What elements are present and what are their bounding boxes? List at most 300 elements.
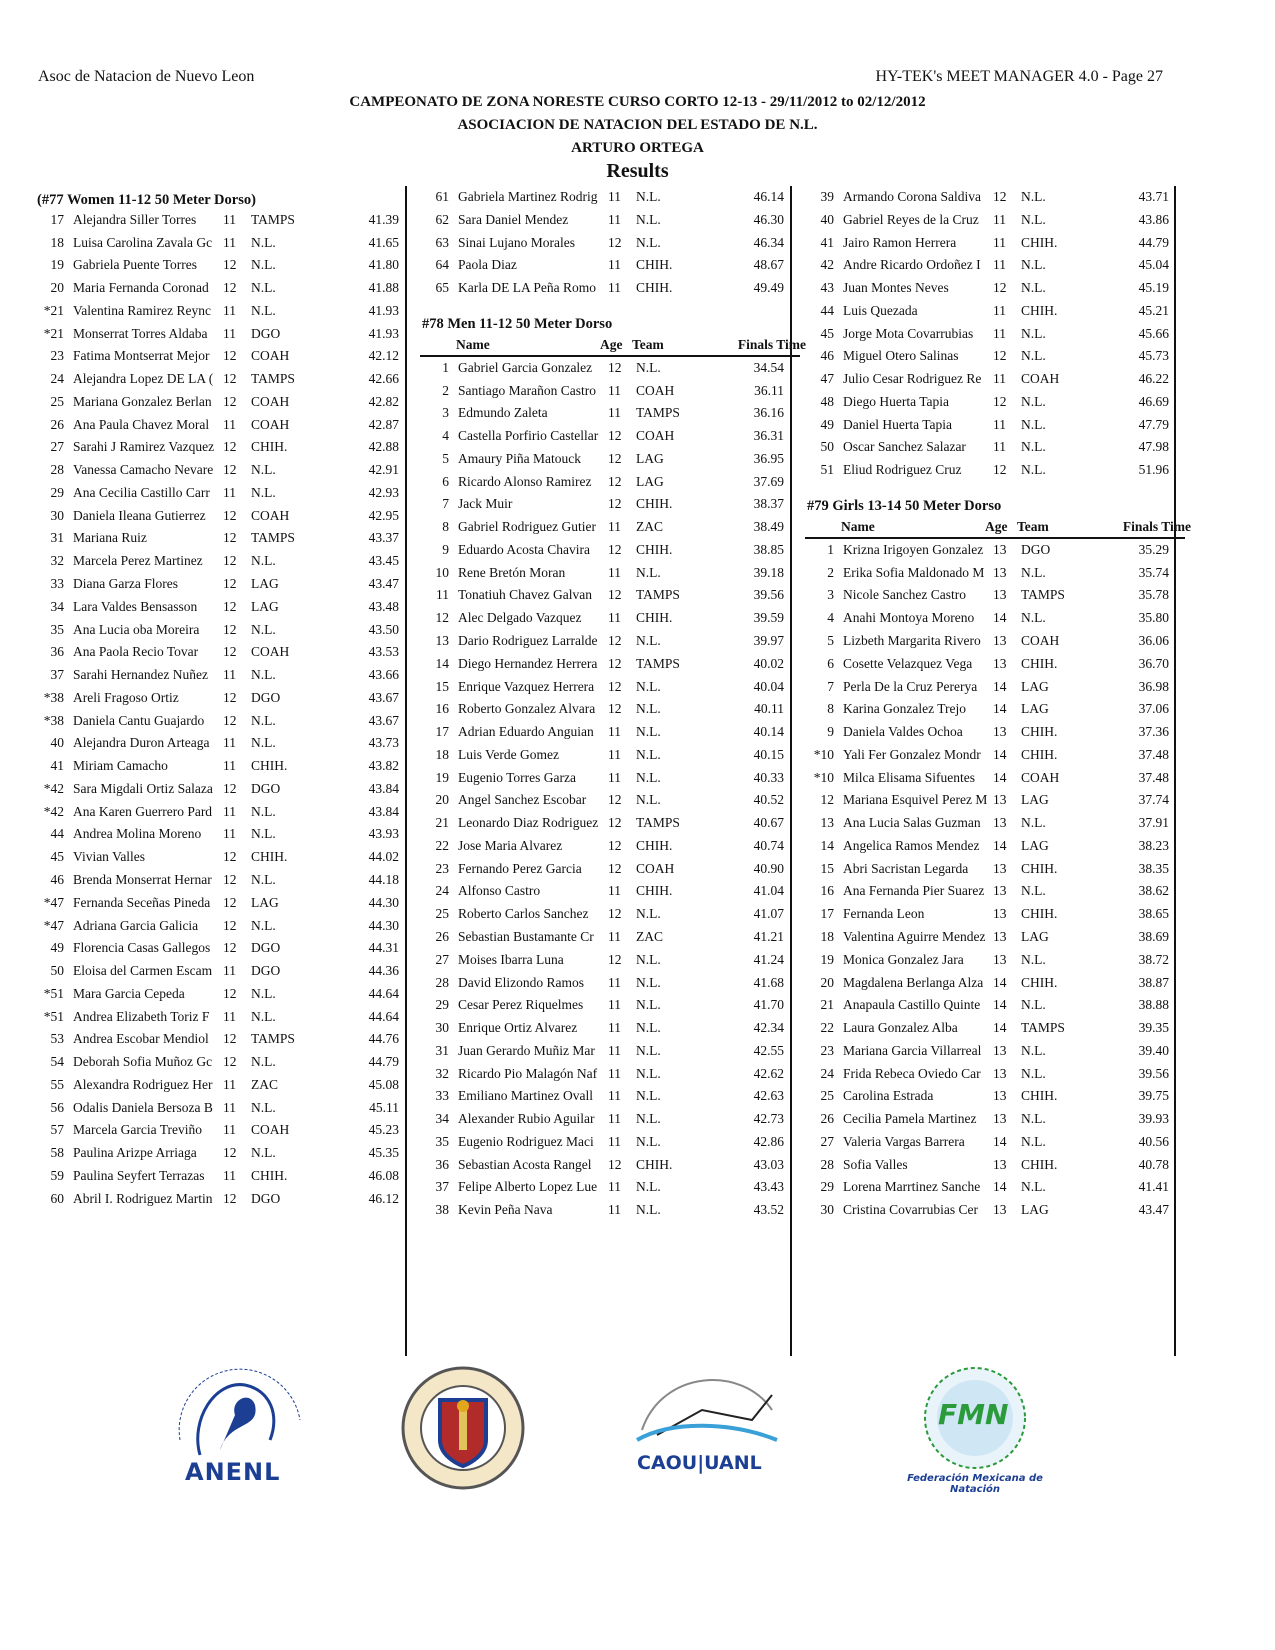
finals-time: 43.45 bbox=[368, 553, 399, 569]
place: 41 bbox=[50, 758, 64, 774]
age: 12 bbox=[223, 689, 237, 705]
result-row bbox=[37, 732, 407, 755]
swimmer-name: Juan Gerardo Muñiz Mar bbox=[458, 1042, 595, 1058]
result-row bbox=[37, 937, 407, 960]
finals-time: 43.84 bbox=[368, 803, 399, 819]
age: 12 bbox=[223, 507, 237, 523]
finals-time: 36.70 bbox=[1138, 655, 1169, 671]
swimmer-name: Anapaula Castillo Quinte bbox=[843, 997, 981, 1013]
swimmer-name: Ana Cecilia Castillo Carr bbox=[73, 484, 210, 500]
finals-time: 45.73 bbox=[1138, 348, 1169, 364]
team: TAMPS bbox=[636, 815, 680, 831]
team: N.L. bbox=[251, 621, 276, 637]
age: 11 bbox=[993, 257, 1006, 273]
age: 14 bbox=[993, 610, 1007, 626]
age: 12 bbox=[223, 348, 237, 364]
swimmer-name: Karla DE LA Peña Romo bbox=[458, 280, 596, 296]
place: 50 bbox=[820, 439, 834, 455]
result-row bbox=[37, 459, 407, 482]
finals-time: 39.18 bbox=[753, 564, 784, 580]
place: *42 bbox=[43, 780, 64, 796]
result-row bbox=[807, 368, 1177, 391]
result-row bbox=[422, 1017, 792, 1040]
age: 12 bbox=[223, 1190, 237, 1206]
swimmer-name: Luis Quezada bbox=[843, 302, 918, 318]
finals-time: 38.69 bbox=[1138, 928, 1169, 944]
place: 30 bbox=[820, 1202, 834, 1218]
result-row bbox=[37, 892, 407, 915]
finals-time: 41.88 bbox=[368, 280, 399, 296]
team: CHIH. bbox=[251, 1167, 288, 1183]
finals-time: 40.74 bbox=[753, 837, 784, 853]
team: COAH bbox=[251, 348, 290, 364]
place: 36 bbox=[435, 1156, 449, 1172]
place: 40 bbox=[820, 211, 834, 227]
result-row bbox=[807, 254, 1177, 277]
age: 12 bbox=[223, 1054, 237, 1070]
finals-time: 39.56 bbox=[1138, 1065, 1169, 1081]
place: 3 bbox=[827, 587, 834, 603]
team: N.L. bbox=[1021, 189, 1046, 204]
swimmer-name: Cesar Perez Riquelmes bbox=[458, 997, 584, 1013]
team: LAG bbox=[1021, 1202, 1049, 1218]
swimmer-name: Eduardo Acosta Chavira bbox=[458, 541, 590, 557]
swimmer-name: Dario Rodriguez Larralde bbox=[458, 633, 598, 649]
age: 11 bbox=[223, 1008, 236, 1024]
team: CHIH. bbox=[1021, 234, 1058, 250]
place: 10 bbox=[435, 564, 449, 580]
place: 39 bbox=[820, 189, 834, 204]
team: N.L. bbox=[251, 484, 276, 500]
place: 45 bbox=[820, 325, 834, 341]
result-row bbox=[422, 584, 792, 607]
finals-time: 40.15 bbox=[753, 746, 784, 762]
team: N.L. bbox=[636, 1042, 661, 1058]
team: CHIH. bbox=[636, 610, 673, 626]
result-row bbox=[807, 414, 1177, 437]
swimmer-name: Gabriel Garcia Gonzalez bbox=[458, 359, 593, 375]
finals-time: 36.16 bbox=[753, 405, 784, 421]
finals-time: 39.40 bbox=[1138, 1042, 1169, 1058]
result-row bbox=[37, 664, 407, 687]
result-row bbox=[807, 903, 1177, 926]
age: 11 bbox=[608, 1065, 621, 1081]
swimmer-name: Oscar Sanchez Salazar bbox=[843, 439, 966, 455]
age: 13 bbox=[993, 655, 1007, 671]
place: 31 bbox=[435, 1042, 449, 1058]
age: 11 bbox=[223, 484, 236, 500]
swimmer-name: Tonatiuh Chavez Galvan bbox=[458, 587, 593, 603]
swimmer-name: Odalis Daniela Bersoza B bbox=[73, 1099, 213, 1115]
uanl-seal bbox=[398, 1360, 528, 1500]
swimmer-name: Alexander Rubio Aguilar bbox=[458, 1111, 595, 1127]
finals-time: 41.39 bbox=[368, 211, 399, 227]
swimmer-name: Monica Gonzalez Jara bbox=[843, 951, 964, 967]
team: N.L. bbox=[251, 462, 276, 478]
swimmer-name: Paulina Seyfert Terrazas bbox=[73, 1167, 205, 1183]
place: 12 bbox=[435, 610, 449, 626]
swimmer-name: Abril I. Rodriguez Martin bbox=[73, 1190, 213, 1206]
finals-time: 44.79 bbox=[1138, 234, 1169, 250]
swimmer-name: Eliud Rodriguez Cruz bbox=[843, 462, 962, 478]
result-row bbox=[422, 493, 792, 516]
team: CHIH. bbox=[1021, 724, 1058, 740]
age: 11 bbox=[993, 234, 1006, 250]
swimmer-name: Fatima Montserrat Mejor bbox=[73, 348, 210, 364]
finals-time: 41.93 bbox=[368, 302, 399, 318]
swimmer-name: Mariana Gonzalez Berlan bbox=[73, 393, 212, 409]
swimmer-name: Jorge Mota Covarrubias bbox=[843, 325, 974, 341]
swimmer-name: Gabriel Reyes de la Cruz bbox=[843, 211, 979, 227]
event-title-text: #79 Girls 13-14 50 Meter Dorso bbox=[807, 497, 1002, 514]
venue-title: ARTURO ORTEGA bbox=[571, 140, 704, 156]
result-row bbox=[37, 1028, 407, 1051]
finals-time: 46.08 bbox=[368, 1167, 399, 1183]
team: N.L. bbox=[251, 712, 276, 728]
team: N.L. bbox=[251, 871, 276, 887]
result-row bbox=[37, 1074, 407, 1097]
finals-time: 35.29 bbox=[1138, 541, 1169, 557]
place: 30 bbox=[435, 1020, 449, 1036]
place: 53 bbox=[50, 1031, 64, 1047]
finals-time: 41.68 bbox=[753, 974, 784, 990]
team: N.L. bbox=[1021, 393, 1046, 409]
age: 12 bbox=[608, 701, 622, 717]
age: 12 bbox=[223, 917, 237, 933]
swimmer-name: Andrea Molina Moreno bbox=[73, 826, 202, 842]
place: 41 bbox=[820, 234, 834, 250]
team: N.L. bbox=[1021, 280, 1046, 296]
team: COAH bbox=[251, 1122, 290, 1138]
age: 11 bbox=[608, 1088, 621, 1104]
place: *21 bbox=[43, 325, 64, 341]
age: 12 bbox=[223, 621, 237, 637]
result-row bbox=[807, 1131, 1177, 1154]
place: 48 bbox=[820, 393, 834, 409]
team: LAG bbox=[251, 598, 279, 614]
result-row bbox=[807, 209, 1177, 232]
swimmer-name: Sara Daniel Mendez bbox=[458, 211, 569, 227]
finals-time: 46.22 bbox=[1138, 371, 1169, 387]
swimmer-name: Andrea Elizabeth Toriz F bbox=[73, 1008, 210, 1024]
team: ZAC bbox=[636, 928, 663, 944]
age: 12 bbox=[223, 871, 237, 887]
age: 12 bbox=[223, 371, 237, 387]
age: 12 bbox=[993, 280, 1007, 296]
swimmer-name: Angelica Ramos Mendez bbox=[843, 837, 980, 853]
swimmer-name: Andrea Escobar Mendiol bbox=[73, 1031, 209, 1047]
anenl-logo-text: ANENL bbox=[185, 1458, 281, 1486]
age: 11 bbox=[608, 1179, 621, 1195]
place: 13 bbox=[435, 633, 449, 649]
place: 5 bbox=[442, 450, 449, 466]
result-row bbox=[807, 653, 1177, 676]
place: 9 bbox=[442, 541, 449, 557]
age: 12 bbox=[223, 393, 237, 409]
result-row bbox=[807, 345, 1177, 368]
age: 12 bbox=[608, 428, 622, 444]
organization-name: Asoc de Natacion de Nuevo Leon bbox=[38, 68, 255, 85]
age: 11 bbox=[223, 1122, 236, 1138]
team: N.L. bbox=[1021, 610, 1046, 626]
result-row bbox=[807, 1063, 1177, 1086]
swimmer-name: Diana Garza Flores bbox=[73, 576, 178, 592]
event-title-text: #78 Men 11-12 50 Meter Dorso bbox=[422, 315, 613, 332]
team: CHIH. bbox=[1021, 974, 1058, 990]
place: 2 bbox=[442, 382, 449, 398]
team: CHIH. bbox=[636, 1156, 673, 1172]
team: CHIH. bbox=[636, 883, 673, 899]
place: 33 bbox=[435, 1088, 449, 1104]
swimmer-name: Perla De la Cruz Pererya bbox=[843, 678, 978, 694]
swimmer-name: Ana Lucia Salas Guzman bbox=[843, 815, 981, 831]
team: CHIH. bbox=[1021, 302, 1058, 318]
result-row bbox=[37, 254, 407, 277]
caou-uanl-logo bbox=[632, 1360, 782, 1500]
result-row bbox=[37, 755, 407, 778]
result-row bbox=[807, 1040, 1177, 1063]
finals-time: 40.56 bbox=[1138, 1133, 1169, 1149]
place: 23 bbox=[435, 860, 449, 876]
swimmer-name: Roberto Gonzalez Alvara bbox=[458, 701, 596, 717]
result-row bbox=[37, 801, 407, 824]
place: 61 bbox=[435, 189, 449, 204]
column-headers bbox=[420, 333, 806, 357]
age: 12 bbox=[608, 359, 622, 375]
age: 14 bbox=[993, 997, 1007, 1013]
place: 16 bbox=[820, 883, 834, 899]
swimmer-name: Amaury Piña Matouck bbox=[458, 450, 581, 466]
age: 12 bbox=[608, 837, 622, 853]
team: N.L. bbox=[636, 951, 661, 967]
swimmer-name: Miriam Camacho bbox=[73, 758, 168, 774]
finals-time: 42.55 bbox=[753, 1042, 784, 1058]
result-row bbox=[807, 994, 1177, 1017]
team: CHIH. bbox=[251, 849, 288, 865]
team: CHIH. bbox=[1021, 746, 1058, 762]
result-row bbox=[422, 789, 792, 812]
team: N.L. bbox=[636, 1088, 661, 1104]
finals-time: 40.67 bbox=[753, 815, 784, 831]
place: 24 bbox=[435, 883, 449, 899]
place: 36 bbox=[50, 644, 64, 660]
swimmer-name: Adrian Eduardo Anguian bbox=[458, 724, 594, 740]
swimmer-name: Valeria Vargas Barrera bbox=[843, 1133, 965, 1149]
team: TAMPS bbox=[636, 655, 680, 671]
swimmer-name: David Elizondo Ramos bbox=[458, 974, 584, 990]
age: 11 bbox=[223, 1099, 236, 1115]
result-row bbox=[422, 1154, 792, 1177]
team: N.L. bbox=[636, 1133, 661, 1149]
result-row bbox=[422, 835, 792, 858]
swimmer-name: Angel Sanchez Escobar bbox=[458, 792, 587, 808]
result-row bbox=[37, 323, 407, 346]
place: 44 bbox=[50, 826, 64, 842]
result-row bbox=[37, 368, 407, 391]
swimmer-name: Eugenio Torres Garza bbox=[458, 769, 577, 785]
team: N.L. bbox=[1021, 211, 1046, 227]
age: 13 bbox=[993, 633, 1007, 649]
age: 11 bbox=[608, 1020, 621, 1036]
result-row bbox=[37, 505, 407, 528]
age: 14 bbox=[993, 974, 1007, 990]
place: 25 bbox=[820, 1088, 834, 1104]
result-row bbox=[807, 767, 1177, 790]
swimmer-name: Daniela Ileana Gutierrez bbox=[73, 507, 206, 523]
team: N.L. bbox=[1021, 1042, 1046, 1058]
column-header-time: Finals Time bbox=[1122, 518, 1191, 534]
result-row bbox=[807, 949, 1177, 972]
finals-time: 46.30 bbox=[753, 211, 784, 227]
team: N.L. bbox=[251, 1099, 276, 1115]
result-row bbox=[807, 1176, 1177, 1199]
swimmer-name: Luis Verde Gomez bbox=[458, 746, 559, 762]
place: 16 bbox=[435, 701, 449, 717]
finals-time: 41.04 bbox=[753, 883, 784, 899]
place: 63 bbox=[435, 234, 449, 250]
swimmer-name: Sarahi Hernandez Nuñez bbox=[73, 667, 208, 683]
result-row bbox=[37, 915, 407, 938]
team: N.L. bbox=[636, 769, 661, 785]
swimmer-name: Gabriel Rodriguez Gutier bbox=[458, 519, 596, 535]
result-row bbox=[37, 869, 407, 892]
age: 11 bbox=[608, 974, 621, 990]
age: 11 bbox=[223, 826, 236, 842]
finals-time: 40.14 bbox=[753, 724, 784, 740]
place: 14 bbox=[435, 655, 449, 671]
place: 37 bbox=[50, 667, 64, 683]
team: DGO bbox=[251, 780, 281, 796]
swimmer-name: Mariana Garcia Villarreal bbox=[843, 1042, 982, 1058]
team: LAG bbox=[251, 894, 279, 910]
finals-time: 44.79 bbox=[368, 1054, 399, 1070]
place: 50 bbox=[50, 963, 64, 979]
age: 13 bbox=[993, 1088, 1007, 1104]
place: 59 bbox=[50, 1167, 64, 1183]
finals-time: 40.52 bbox=[753, 792, 784, 808]
team: N.L. bbox=[1021, 1111, 1046, 1127]
place: 24 bbox=[50, 371, 64, 387]
swimmer-name: Anahi Montoya Moreno bbox=[843, 610, 975, 626]
age: 11 bbox=[608, 883, 621, 899]
finals-time: 37.48 bbox=[1138, 769, 1169, 785]
column-header-age: Age bbox=[600, 336, 623, 352]
place: 49 bbox=[820, 416, 834, 432]
team: DGO bbox=[251, 1190, 281, 1206]
finals-time: 42.87 bbox=[368, 416, 399, 432]
place: 46 bbox=[820, 348, 834, 364]
result-row bbox=[422, 402, 792, 425]
result-row bbox=[807, 607, 1177, 630]
team: N.L. bbox=[1021, 348, 1046, 364]
finals-time: 47.79 bbox=[1138, 416, 1169, 432]
age: 13 bbox=[993, 587, 1007, 603]
finals-time: 39.75 bbox=[1138, 1088, 1169, 1104]
swimmer-name: Lorena Marrtinez Sanche bbox=[843, 1179, 981, 1195]
place: 29 bbox=[50, 484, 64, 500]
place: 4 bbox=[442, 428, 449, 444]
place: 6 bbox=[442, 473, 449, 489]
result-row bbox=[422, 425, 792, 448]
team: TAMPS bbox=[636, 405, 680, 421]
age: 14 bbox=[993, 701, 1007, 717]
place: 17 bbox=[435, 724, 449, 740]
finals-time: 37.06 bbox=[1138, 701, 1169, 717]
age: 12 bbox=[223, 257, 237, 273]
event-title bbox=[37, 186, 407, 209]
software-page-label: HY-TEK's MEET MANAGER 4.0 - Page 27 bbox=[875, 68, 1163, 85]
place: 23 bbox=[820, 1042, 834, 1058]
finals-time: 45.21 bbox=[1138, 302, 1169, 318]
result-row bbox=[422, 949, 792, 972]
place: 22 bbox=[435, 837, 449, 853]
result-row bbox=[807, 459, 1177, 482]
event-title-text: (#77 Women 11-12 50 Meter Dorso) bbox=[37, 191, 256, 208]
team: N.L. bbox=[1021, 564, 1046, 580]
swimmer-name: Ana Karen Guerrero Pard bbox=[73, 803, 213, 819]
finals-time: 43.43 bbox=[753, 1179, 784, 1195]
team: N.L. bbox=[251, 1008, 276, 1024]
finals-time: 39.97 bbox=[753, 633, 784, 649]
event-title bbox=[422, 300, 792, 333]
team: DGO bbox=[251, 689, 281, 705]
swimmer-name: Carolina Estrada bbox=[843, 1088, 934, 1104]
team: N.L. bbox=[1021, 815, 1046, 831]
swimmer-name: Kevin Peña Nava bbox=[458, 1202, 553, 1218]
age: 12 bbox=[993, 393, 1007, 409]
place: 8 bbox=[827, 701, 834, 717]
age: 11 bbox=[608, 724, 621, 740]
swimmer-name: Fernanda Leon bbox=[843, 906, 925, 922]
finals-time: 44.36 bbox=[368, 963, 399, 979]
result-row bbox=[807, 1199, 1177, 1222]
finals-time: 44.76 bbox=[368, 1031, 399, 1047]
swimmer-name: Sofia Valles bbox=[843, 1156, 908, 1172]
team: N.L. bbox=[1021, 462, 1046, 478]
result-row bbox=[422, 744, 792, 767]
team: N.L. bbox=[1021, 416, 1046, 432]
team: N.L. bbox=[251, 667, 276, 683]
age: 12 bbox=[223, 439, 237, 455]
result-row bbox=[807, 721, 1177, 744]
age: 14 bbox=[993, 1020, 1007, 1036]
result-row bbox=[807, 1017, 1177, 1040]
age: 12 bbox=[223, 894, 237, 910]
age: 12 bbox=[608, 541, 622, 557]
finals-time: 45.04 bbox=[1138, 257, 1169, 273]
finals-time: 43.73 bbox=[368, 735, 399, 751]
team: N.L. bbox=[1021, 997, 1046, 1013]
result-row bbox=[807, 812, 1177, 835]
age: 12 bbox=[608, 678, 622, 694]
swimmer-name: Roberto Carlos Sanchez bbox=[458, 906, 589, 922]
team: LAG bbox=[251, 576, 279, 592]
age: 11 bbox=[608, 564, 621, 580]
place: 42 bbox=[820, 257, 834, 273]
finals-time: 45.19 bbox=[1138, 280, 1169, 296]
place: 29 bbox=[820, 1179, 834, 1195]
swimmer-name: Santiago Marañon Castro bbox=[458, 382, 596, 398]
age: 13 bbox=[993, 815, 1007, 831]
age: 12 bbox=[608, 587, 622, 603]
place: 6 bbox=[827, 655, 834, 671]
age: 11 bbox=[608, 1133, 621, 1149]
team: N.L. bbox=[636, 1065, 661, 1081]
team: N.L. bbox=[251, 1054, 276, 1070]
team: LAG bbox=[1021, 792, 1049, 808]
result-row bbox=[807, 436, 1177, 459]
anenl-logo bbox=[160, 1360, 320, 1500]
